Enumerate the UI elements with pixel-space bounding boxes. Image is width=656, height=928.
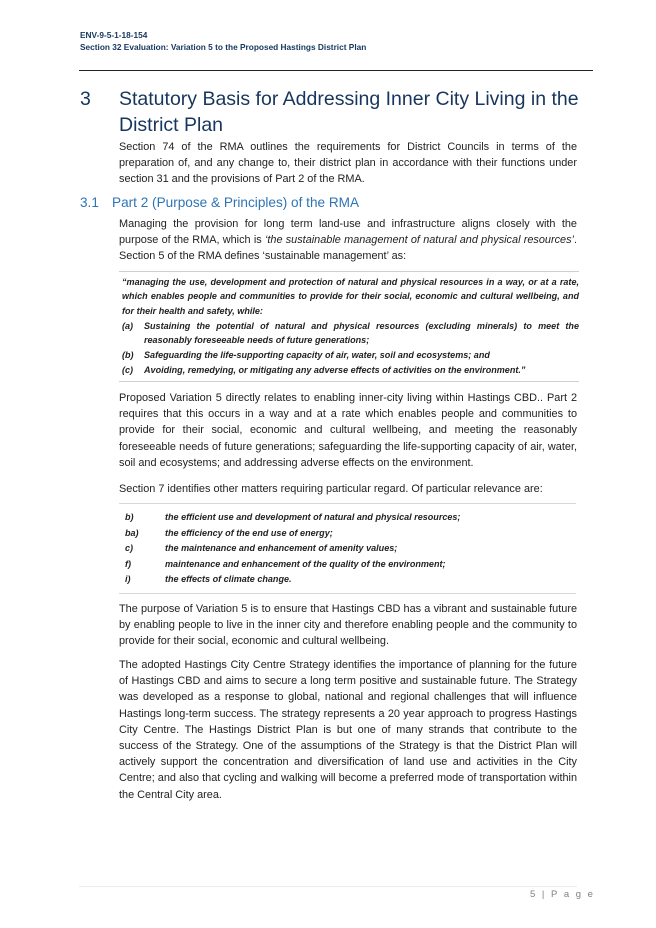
list-item-label: c) — [125, 543, 134, 554]
quote-item — [122, 363, 579, 377]
subsection-number: 3.1 — [80, 195, 99, 210]
section-number: 3 — [80, 88, 91, 110]
header-divider — [79, 70, 593, 71]
list-item — [119, 510, 576, 526]
quote-item-text: Avoiding, remedying, or mitigating any adverse effects of activities on the environment.” — [144, 364, 526, 375]
document-id: ENV-9-5-1-18-154 — [80, 30, 148, 40]
list-item — [119, 526, 576, 542]
purpose-paragraph: The purpose of Variation 5 is to ensure that Hastings CBD has a vibrant and sustainable future by enabling people to live in the inner city and therefore enabling people and the community to provide for their social, economic and cultural wellbeing. — [119, 603, 577, 648]
quote-lead: “managing the use, development and protection of natural and physical resources in a way, or at a rate, which enables people and communities to provide for their social, economic and cultural wellbeing, and for their health and safety, while: — [122, 277, 579, 316]
quote-item-text: Safeguarding the life-supporting capacity of air, water, soil and ecosystems; and — [144, 350, 490, 361]
quote-item — [122, 348, 579, 362]
para1-start: Managing the provision for long term land-use and infrastructure aligns closely with the purpose of the RMA, which is — [119, 218, 577, 247]
list-item-label: b) — [125, 512, 134, 522]
document-subtitle: Section 32 Evaluation: Variation 5 to the Proposed Hastings District Plan — [80, 42, 367, 52]
list-item-text: the maintenance and enhancement of amenity values; — [165, 543, 398, 554]
list-item-label: f) — [125, 558, 132, 569]
quote-item-label: (a) — [122, 320, 134, 331]
list-item-label: ba) — [125, 527, 139, 538]
rma-definition-quote — [119, 271, 579, 382]
section-intro: Section 74 of the RMA outlines the requirements for District Councils in terms of the preparation of, and any change to, their district plan in accordance with their functions under section 31 and the provisions of Part 2 of the RMA. — [119, 141, 577, 186]
list-item-text: the efficient use and development of natural and physical resources; — [165, 512, 461, 522]
page-number: 5 | P a g e — [530, 889, 595, 900]
list-item-text: the effects of climate change. — [165, 574, 292, 585]
quote-item — [122, 319, 579, 348]
list-item-label: i) — [125, 574, 131, 585]
para1-quote: ‘the sustainable management of natural and physical resources’ — [264, 234, 574, 247]
subsection-title: Part 2 (Purpose & Principles) of the RMA — [112, 195, 360, 210]
list-item — [119, 572, 576, 588]
list-item — [119, 557, 576, 573]
list-item-text: the efficiency of the end use of energy; — [165, 527, 333, 538]
list-item — [119, 541, 576, 557]
quote-item-text: Sustaining the potential of natural and physical resources (excluding minerals) to meet the reasonably foreseeable needs of future generations; — [144, 320, 579, 346]
para1-end: . Section 5 of the RMA defines ‘sustainable management’ as: — [119, 234, 577, 263]
section7-paragraph: Section 7 identifies other matters requiring particular regard. Of particular relevance are: — [119, 483, 543, 495]
document-header — [80, 29, 366, 53]
strategy-paragraph: The adopted Hastings City Centre Strategy identifies the importance of planning for the future of Hastings CBD and aims to secure a long term positive and sustainable future. The Strategy was developed as a response to global, national and regional challenges that will influence Hastings long-term success. The strategy represents a 20 year approach to progress Hastings City Centre. The Hastings District Plan is but one of many strands that contribute to the success of the Strategy. One of the assumptions of the Strategy is that the District Plan will actively support the concentration and diversification of land use and activities in the City Centre; and also that cycling and walking will become a preferred mode of transportation within the Central City area. — [119, 659, 577, 801]
quote-item-label: (c) — [122, 364, 134, 375]
quote-item-label: (b) — [122, 350, 134, 361]
list-item-text: maintenance and enhancement of the quality of the environment; — [165, 558, 446, 569]
section7-matters-list — [119, 503, 576, 594]
footer-divider — [79, 886, 577, 887]
section-title: Statutory Basis for Addressing Inner City Living in the District Plan — [119, 88, 579, 136]
variation-paragraph: Proposed Variation 5 directly relates to enabling inner-city living within Hastings CBD.. Part 2 requires that this occurs in a way and at a rate which enables people and communities to provide for their social, economic and cultural wellbeing, and meeting the reasonably foreseeable needs of future generations; safeguarding the life-supporting capacity of air, water, soil and ecosystems; and addressing adverse effects on the environment. — [119, 392, 577, 469]
subsection-paragraph — [119, 216, 577, 265]
